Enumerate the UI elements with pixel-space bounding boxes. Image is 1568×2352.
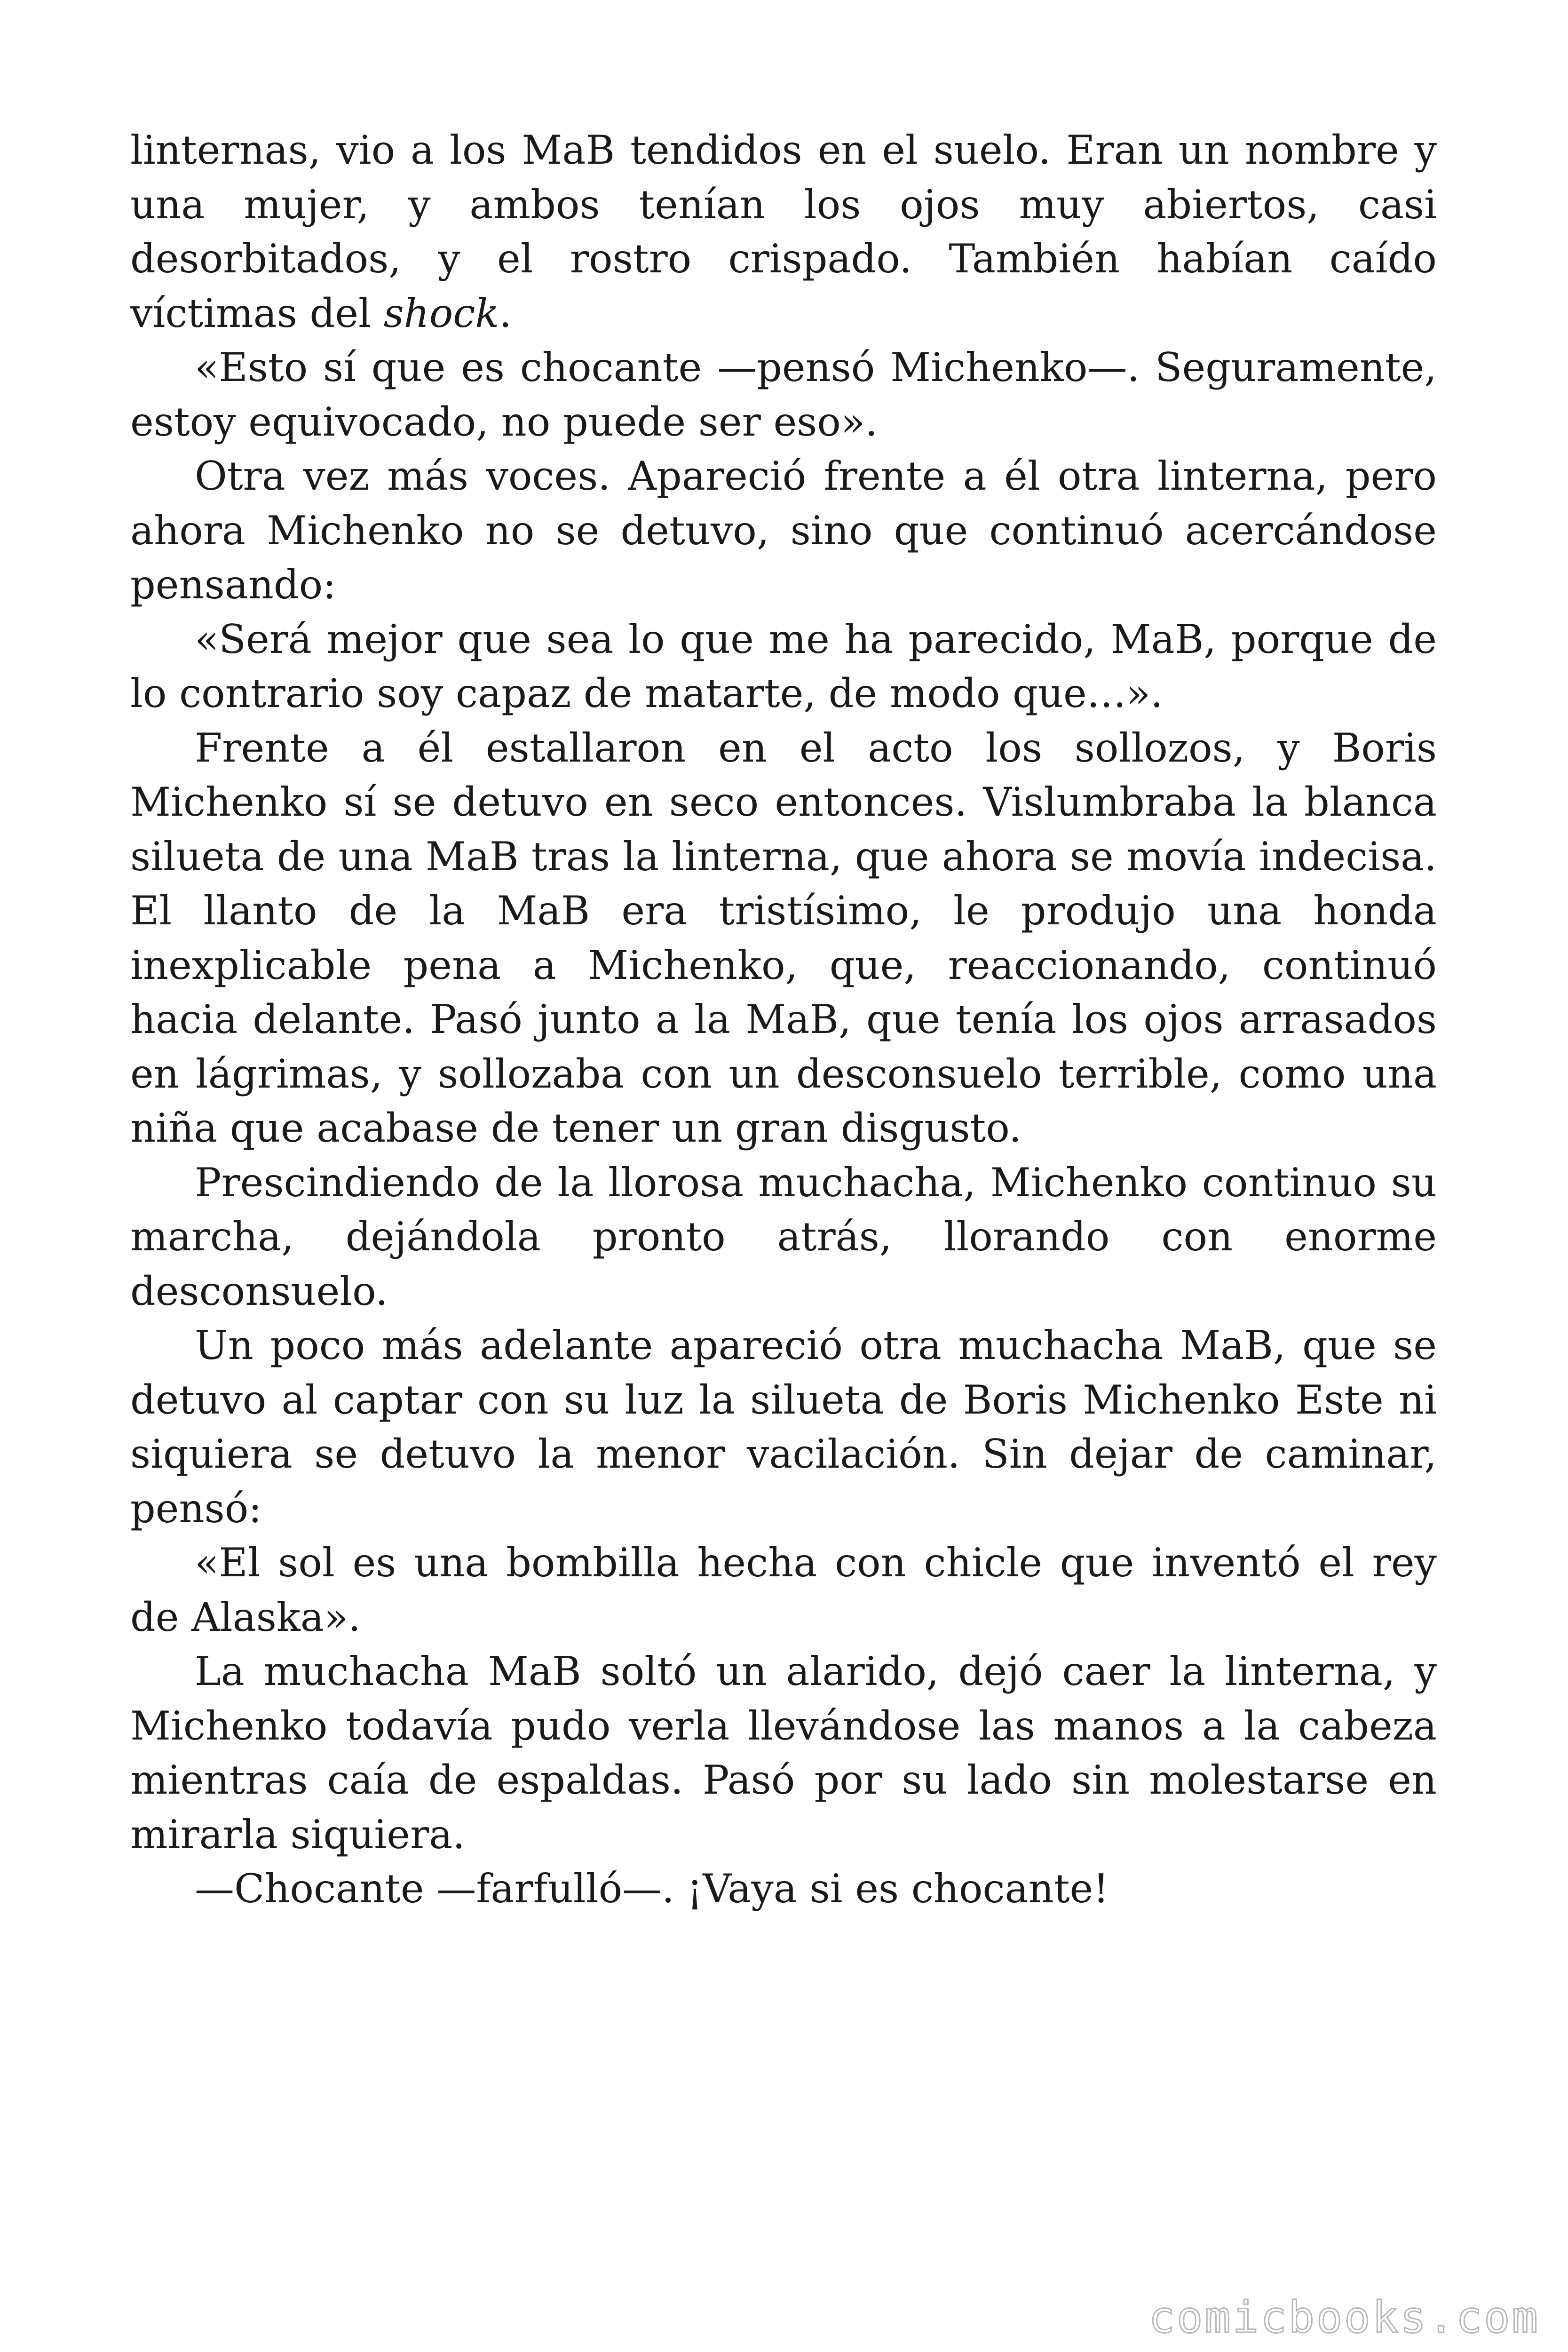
text-run: —Chocante —farfulló—. ¡Vaya si es chocante! <box>195 1866 1109 1912</box>
text-run: Un poco más adelante apareció otra muchacha MaB, que se detuvo al captar con su luz la silueta de Boris Michenko Este ni siquiera se detuvo la menor vacilación. Sin dejar de caminar, pensó: <box>130 1322 1437 1532</box>
paragraph <box>130 123 1437 341</box>
text-run: «El sol es una bombilla hecha con chicle que inventó el rey de Alaska». <box>130 1540 1437 1640</box>
paragraph <box>130 449 1437 612</box>
paragraph <box>130 1319 1437 1536</box>
text-run: linternas, vio a los MaB tendidos en el suelo. Eran un nombre y una mujer, y ambos tenían los ojos muy abiertos, casi desorbitados, y el rostro crispado. También habían caído víctimas del <box>130 127 1437 336</box>
paragraph <box>130 1536 1437 1645</box>
text-run: «Esto sí que es chocante —pensó Michenko—. Seguramente, estoy equivocado, no puede ser eso». <box>130 344 1437 445</box>
text-run: . <box>499 290 512 336</box>
text-run: Prescindiendo de la llorosa muchacha, Michenko continuo su marcha, dejándola pronto atrás, llorando con enorme desconsuelo. <box>130 1159 1437 1314</box>
paragraph <box>130 341 1437 449</box>
watermark: comicbooks.com <box>1148 2292 1540 2343</box>
paragraph <box>130 612 1437 721</box>
paragraph <box>130 1862 1437 1916</box>
body-text <box>130 123 1437 1916</box>
text-run: Frente a él estallaron en el acto los sollozos, y Boris Michenko sí se detuvo en seco entonces. Vislumbraba la blanca silueta de una MaB tras la linterna, que ahora se movía indecisa. El llanto de la MaB era tristísimo, le produjo una honda inexplicable pena a Michenko, que, reaccionando, continuó hacia delante. Pasó junto a la MaB, que tenía los ojos arrasados en lágrimas, y sollozaba con un desconsuelo terrible, como una niña que acabase de tener un gran disgusto. <box>130 724 1437 1151</box>
italic-text-run: shock <box>383 290 499 336</box>
text-run: Otra vez más voces. Apareció frente a él otra linterna, pero ahora Michenko no se detuvo, sino que continuó acercándose pensando: <box>130 453 1437 608</box>
paragraph <box>130 1156 1437 1319</box>
text-run: La muchacha MaB soltó un alarido, dejó caer la linterna, y Michenko todavía pudo verla llevándose las manos a la cabeza mientras caía de espaldas. Pasó por su lado sin molestarse en mirarla siquiera. <box>130 1648 1437 1858</box>
paragraph <box>130 1645 1437 1862</box>
text-run: «Será mejor que sea lo que me ha parecido, MaB, porque de lo contrario soy capaz de matarte, de modo que…». <box>130 616 1437 716</box>
paragraph <box>130 721 1437 1156</box>
